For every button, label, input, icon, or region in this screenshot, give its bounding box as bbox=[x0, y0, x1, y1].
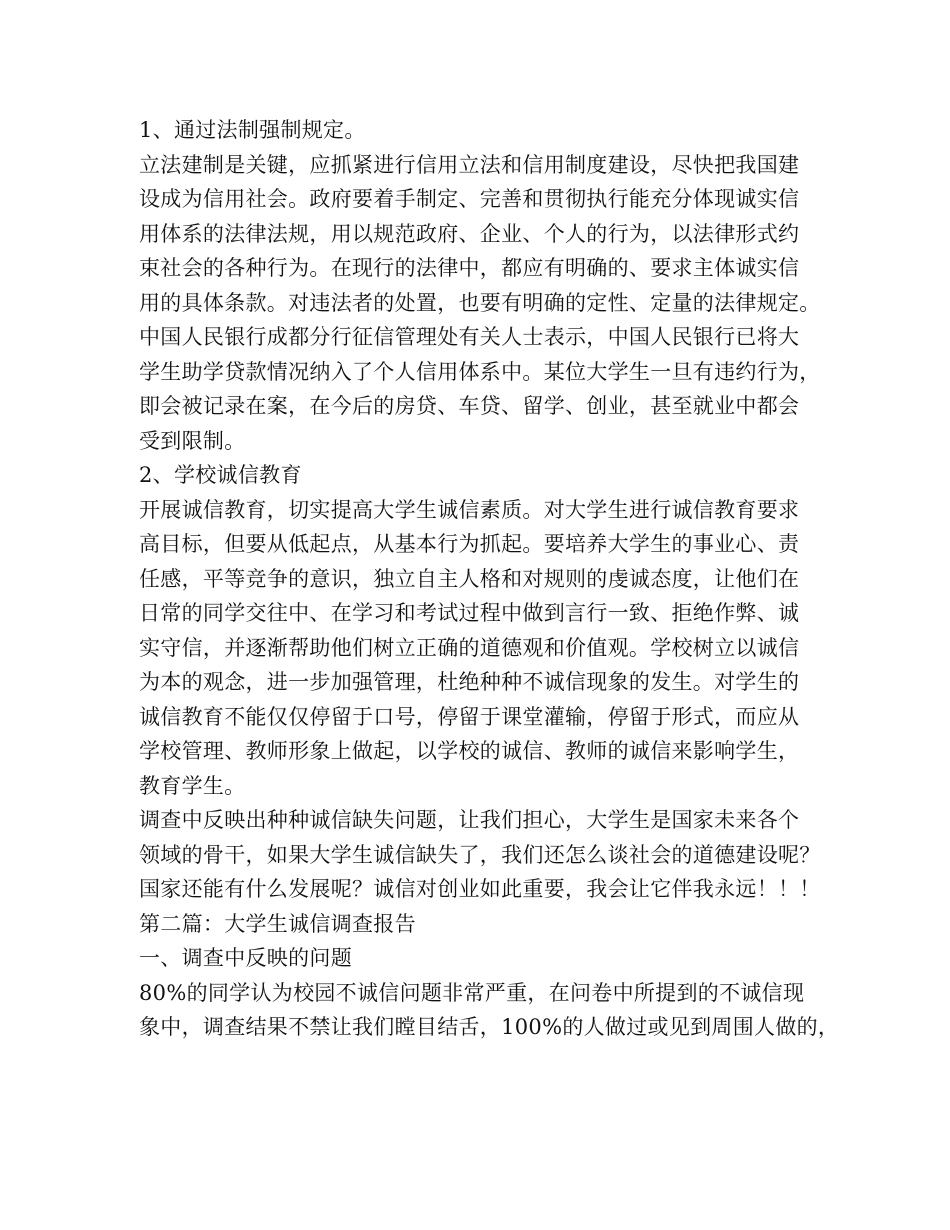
text-line: 教育学生。 bbox=[139, 773, 246, 798]
text-line: 为本的观念，进一步加强管理，杜绝种种不诚信现象的发生。对学生的 bbox=[139, 670, 800, 694]
text-line: 象中，调查结果不禁让我们瞠目结舌，100%的人做过或见到周围人做的， bbox=[139, 1015, 840, 1039]
text-line: 学校管理、教师形象上做起，以学校的诚信、教师的诚信来影响学生， bbox=[139, 739, 800, 763]
text-line: 高目标，但要从低起点，从基本行为抓起。要培养大学生的事业心、责 bbox=[139, 532, 800, 556]
text-line: 诚信教育不能仅仅停留于口号，停留于课堂灌输，停留于形式，而应从 bbox=[139, 704, 800, 729]
text-line: 用的具体条款。对违法者的处置，也要有明确的定性、定量的法律规定。 bbox=[139, 290, 821, 315]
document-body bbox=[139, 113, 839, 1045]
text-line: 调查中反映出种种诚信缺失问题，让我们担心，大学生是国家未来各个 bbox=[139, 808, 800, 832]
text-line: 一、调查中反映的问题 bbox=[139, 946, 352, 970]
text-line: 1、通过法制强制规定。 bbox=[139, 118, 366, 142]
text-line: 任感，平等竞争的意识，独立自主人格和对规则的虔诚态度，让他们在 bbox=[139, 566, 800, 591]
text-line: 80%的同学认为校园不诚信问题非常严重，在问卷中所提到的不诚信现 bbox=[139, 980, 805, 1005]
text-line: 开展诚信教育，切实提高大学生诚信素质。对大学生进行诚信教育要求 bbox=[139, 497, 800, 522]
text-line: 受到限制。 bbox=[139, 428, 246, 453]
text-line: 第二篇：大学生诚信调查报告 bbox=[139, 911, 416, 936]
text-line: 领域的骨干，如果大学生诚信缺失了，我们还怎么谈社会的道德建设呢？ bbox=[139, 842, 821, 867]
text-line: 日常的同学交往中、在学习和考试过程中做到言行一致、拒绝作弊、诚 bbox=[139, 601, 800, 625]
text-line: 中国人民银行成都分行征信管理处有关人士表示，中国人民银行已将大 bbox=[139, 325, 800, 349]
text-line: 立法建制是关键，应抓紧进行信用立法和信用制度建设，尽快把我国建 bbox=[139, 152, 800, 177]
text-line: 设成为信用社会。政府要着手制定、完善和贯彻执行能充分体现诚实信 bbox=[139, 187, 800, 211]
text-line: 束社会的各种行为。在现行的法律中，都应有明确的、要求主体诚实信 bbox=[139, 256, 800, 280]
text-line: 国家还能有什么发展呢？诚信对创业如此重要，我会让它伴我永远！！！ bbox=[139, 877, 821, 901]
text-line: 学生助学贷款情况纳入了个人信用体系中。某位大学生一旦有违约行为， bbox=[139, 359, 821, 384]
text-line: 实守信，并逐渐帮助他们树立正确的道德观和价值观。学校树立以诚信 bbox=[139, 635, 800, 660]
text-line: 2、学校诚信教育 bbox=[139, 463, 302, 487]
text-line: 即会被记录在案，在今后的房贷、车贷、留学、创业，甚至就业中都会 bbox=[139, 394, 800, 418]
text-line: 用体系的法律法规，用以规范政府、企业、个人的行为，以法律形式约 bbox=[139, 221, 800, 246]
